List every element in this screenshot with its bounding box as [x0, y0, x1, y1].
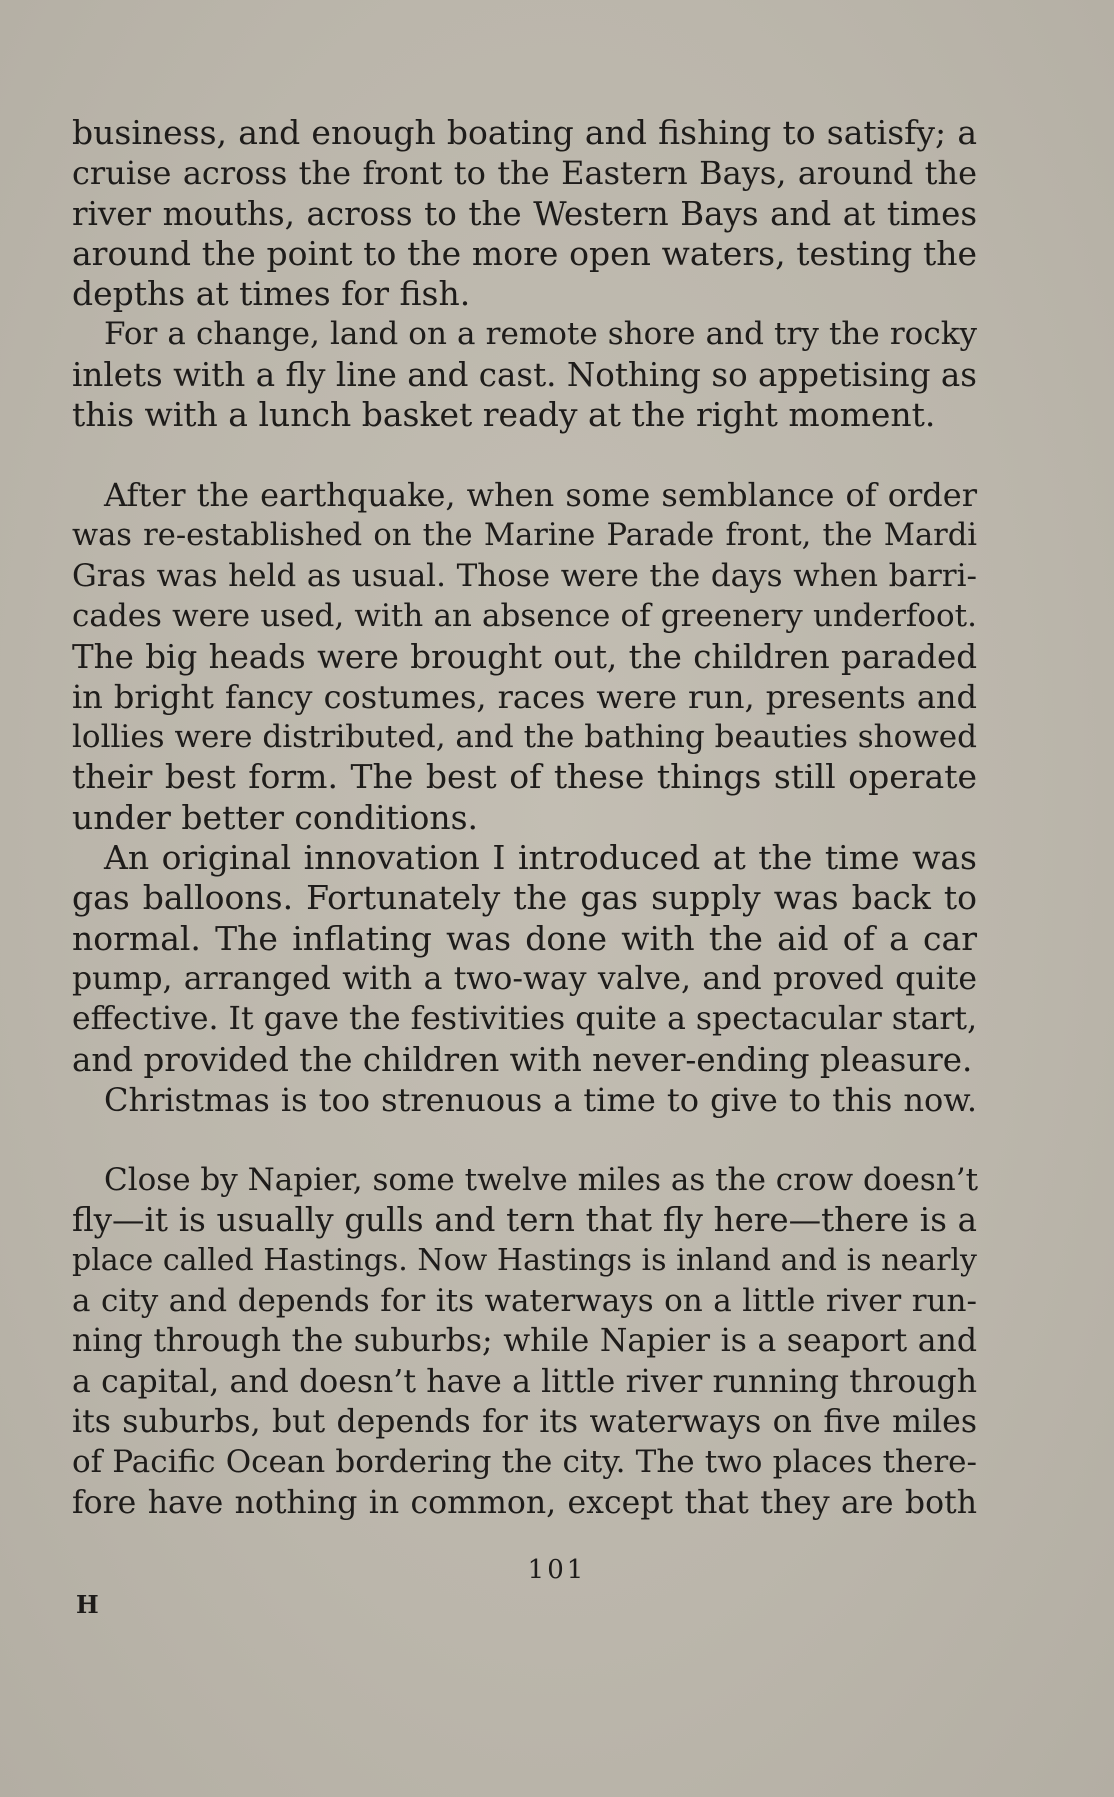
text-line: place called Hastings. Now Hastings is inland and is nearly [72, 1242, 977, 1278]
text-line: ning through the suburbs; while Napier is a seaport and [72, 1323, 977, 1360]
text-line: pump, arranged with a two-way valve, and proved quite [72, 960, 977, 997]
text-line: The big heads were brought out, the children paraded [72, 637, 977, 676]
text-line: their best form. The best of these things still operate [72, 757, 977, 797]
text-line: of Pacific Ocean bordering the city. The two places there- [72, 1444, 977, 1481]
text-line: business, and enough boating and fishing to satisfy; a [72, 113, 977, 152]
text-line: fly—it is usually gulls and tern that fly here—there is a [72, 1201, 977, 1240]
text-line: cruise across the front to the Eastern Bays, around the [72, 154, 977, 193]
text-line: was re-established on the Marine Parade front, the Mardi [72, 517, 977, 553]
paragraph-1 [72, 113, 977, 314]
text-line: Gras was held as usual. Those were the days when barri- [72, 557, 977, 594]
section-break [72, 435, 977, 475]
paragraph-5 [72, 1080, 977, 1120]
text-line: and provided the children with never-ending pleasure. [72, 1040, 973, 1079]
text-line: effective. It gave the festivities quite a spectacular start, [72, 1001, 978, 1038]
page-number: 101 [527, 1555, 587, 1585]
text-line: Christmas is too strenuous a time to give to this now. [104, 1080, 977, 1119]
text-line: in bright fancy costumes, races were run, presents and [72, 677, 977, 716]
paragraph-4 [72, 838, 977, 1080]
text-line: cades were used, with an absence of greenery underfoot. [72, 598, 977, 635]
text-line: under better conditions. [72, 797, 479, 837]
paragraph-3 [72, 475, 977, 838]
text-line: inlets with a fly line and cast. Nothing so appetising as [72, 355, 977, 394]
text-line: fore have nothing in common, except that they are both [72, 1484, 977, 1521]
paragraph-2 [72, 314, 977, 435]
text-line: lollies were distributed, and the bathing beauties showed [72, 719, 977, 756]
text-line: depths at times for fish. [72, 274, 471, 314]
text-line: An original innovation I introduced at the time was [104, 838, 977, 878]
section-break [72, 1120, 977, 1160]
text-line: a capital, and doesn’t have a little river running through [72, 1363, 977, 1400]
text-line: river mouths, across to the Western Bays and at times [72, 194, 977, 233]
text-line: a city and depends for its waterways on a little river run- [72, 1283, 977, 1320]
text-line: gas balloons. Fortunately the gas supply was back to [72, 878, 977, 918]
body-text [72, 113, 977, 1523]
text-line: For a change, land on a remote shore and try the rocky [104, 316, 977, 353]
text-line: After the earthquake, when some semblance of order [104, 476, 977, 515]
text-line: normal. The inflating was done with the aid of a car [72, 918, 977, 958]
signature-mark: H [76, 1590, 99, 1619]
paragraph-6 [72, 1160, 977, 1523]
text-line: this with a lunch basket ready at the right moment. [72, 395, 936, 435]
text-line: around the point to the more open waters, testing the [72, 233, 977, 273]
text-line: Close by Napier, some twelve miles as the crow doesn’t [104, 1162, 979, 1199]
text-line: its suburbs, but depends for its waterways on five miles [72, 1403, 977, 1440]
